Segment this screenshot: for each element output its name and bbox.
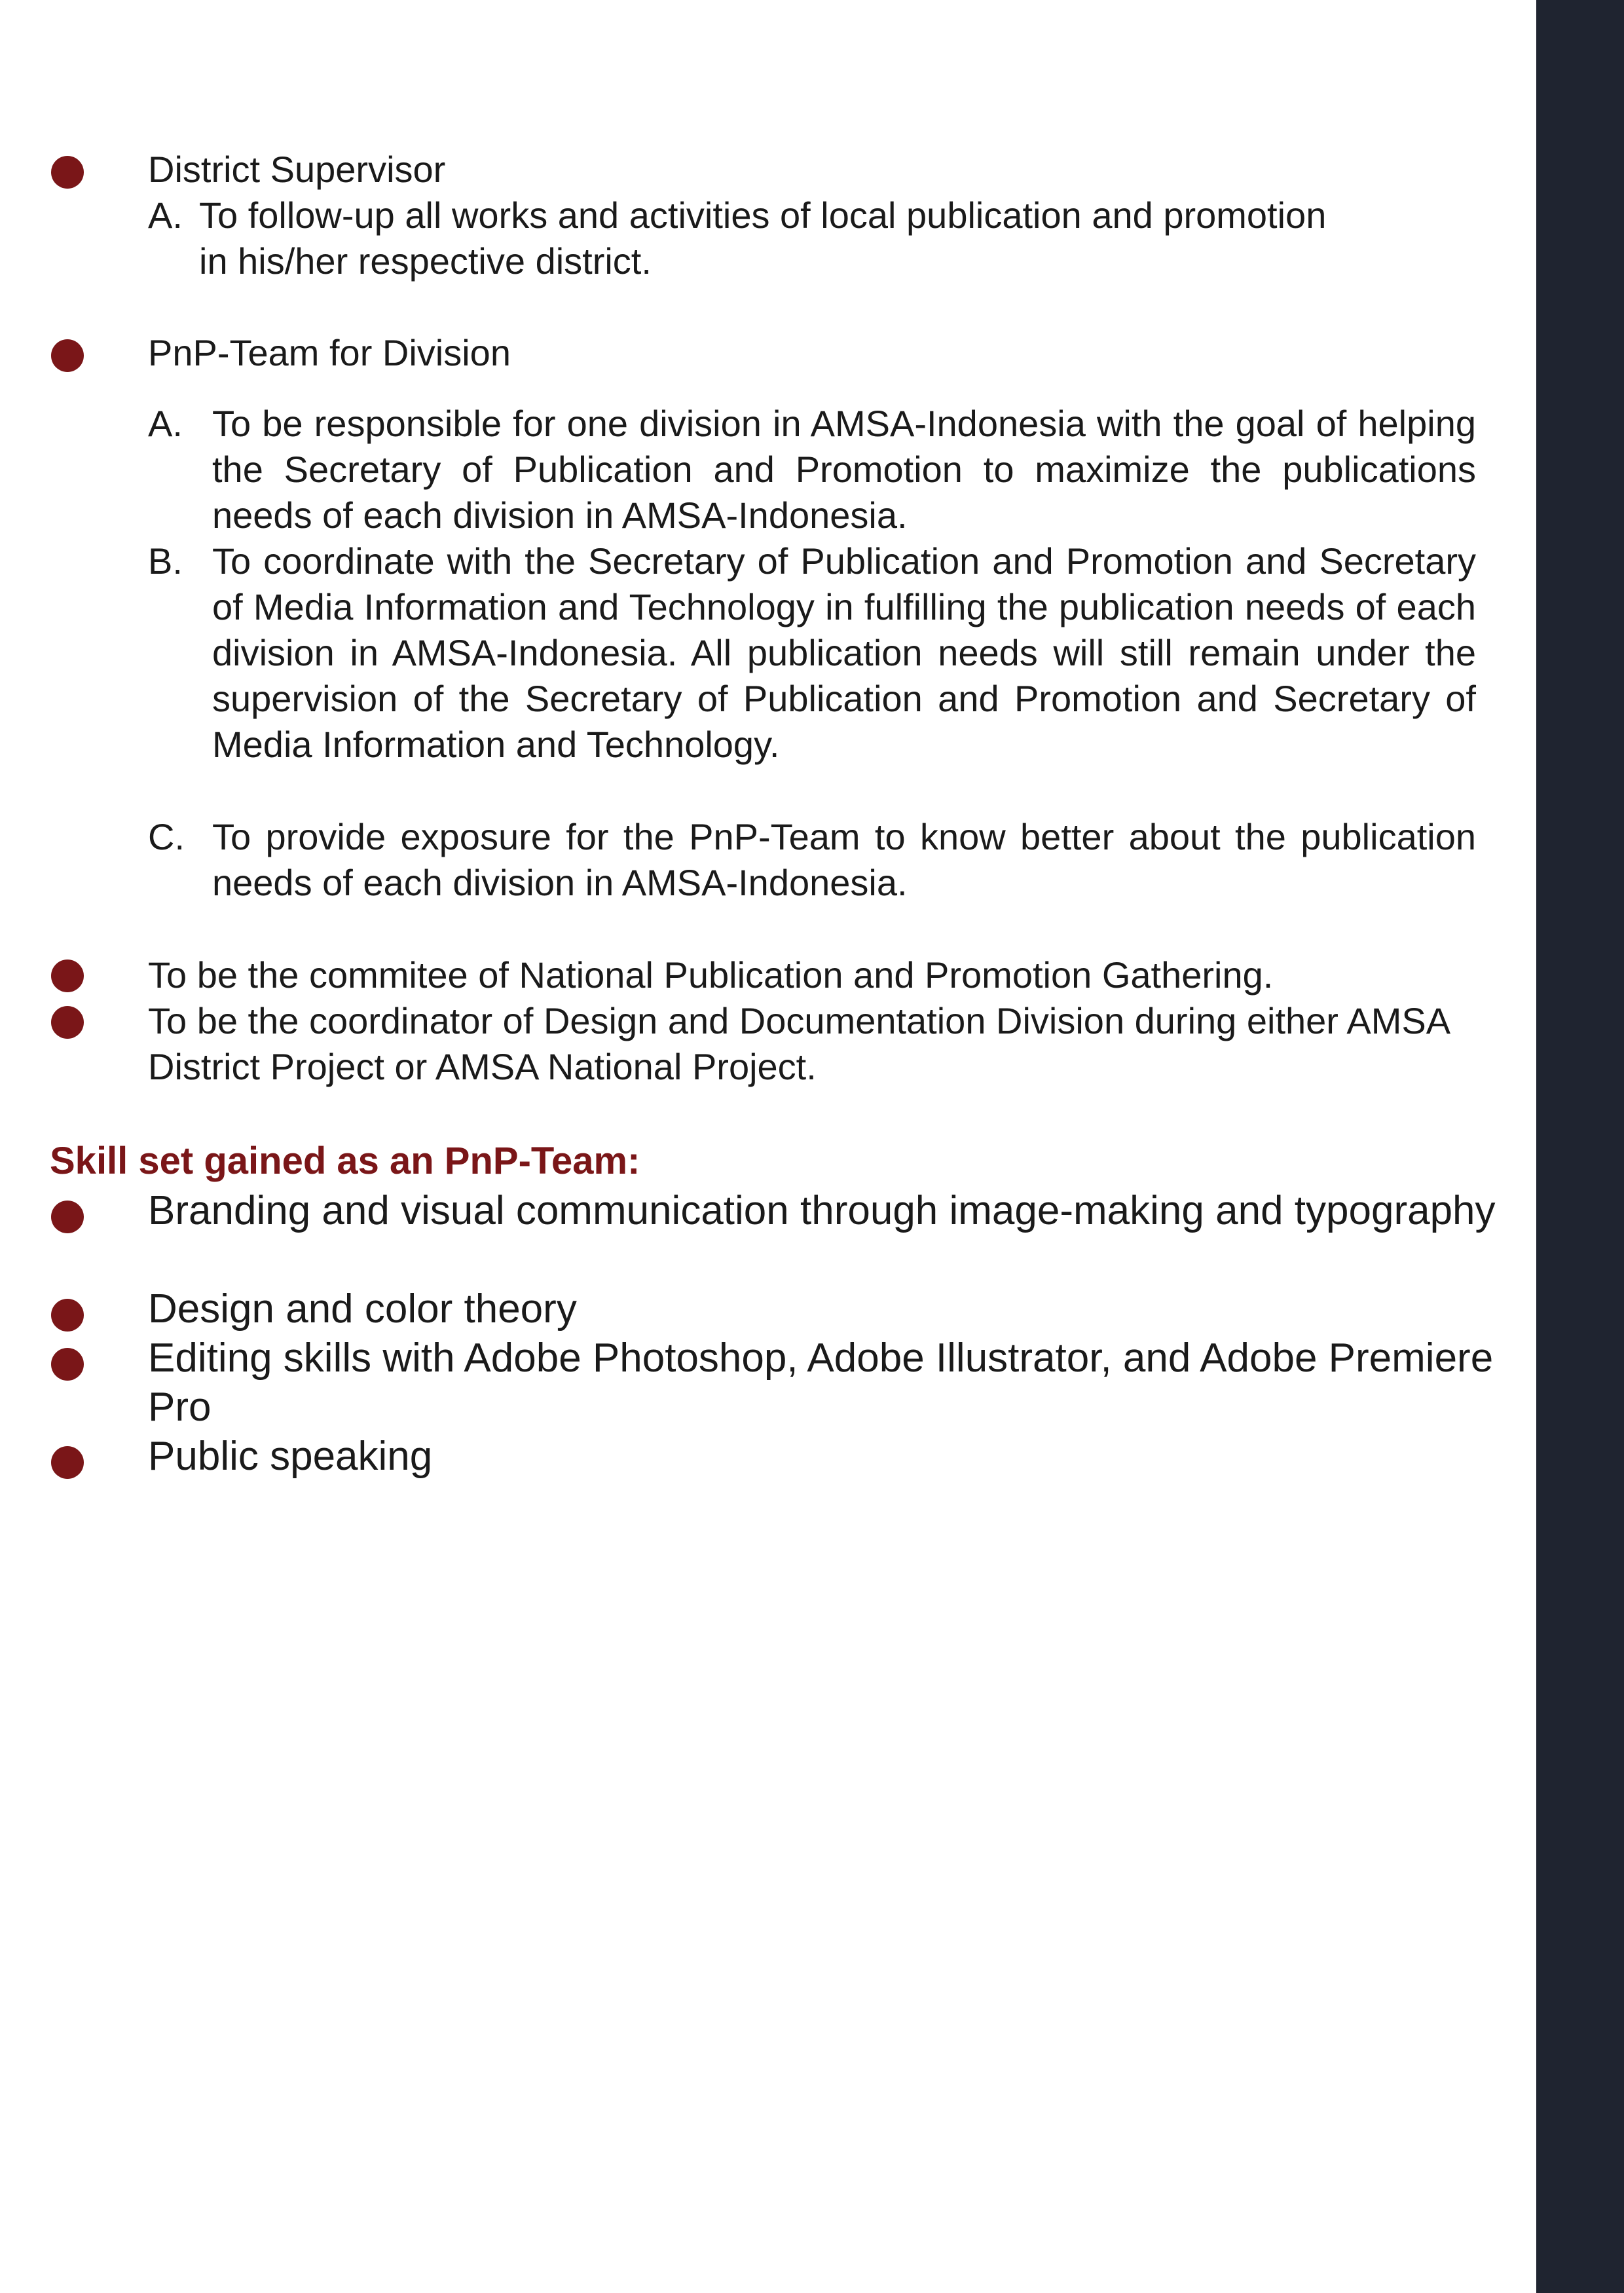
- pnp-team-title: PnP-Team for Division: [148, 332, 511, 373]
- pnp-team-item-text: To be responsible for one division in AMSA-Indonesia with the goal of helping the Secretary of Publication and Promotion to maximize the publications needs of each division in AMSA-Indonesia.: [212, 403, 1476, 536]
- bullet-icon: [51, 1299, 84, 1332]
- bullet-icon: [51, 1348, 84, 1381]
- skill-item: Editing skills with Adobe Photoshop, Adobe Illustrator, and Adobe Premiere Pro: [148, 1335, 1494, 1430]
- right-sidebar-band: [1536, 0, 1624, 2293]
- duty-item: To be the coordinator of Design and Documentation Division during either AMSA District Project or AMSA National Project.: [148, 1000, 1449, 1087]
- skill-item: Public speaking: [148, 1434, 433, 1479]
- pnp-team-item-letter: C.: [148, 816, 185, 857]
- bullet-icon: [51, 960, 84, 992]
- skill-item: Design and color theory: [148, 1286, 577, 1332]
- district-supervisor-item-letter: A.: [148, 195, 183, 236]
- bullet-icon: [51, 156, 84, 189]
- pnp-team-item-text: To coordinate with the Secretary of Publication and Promotion and Secretary of Media Information and Technology in fulfilling the publication needs of each division in AMSA-Indonesia. All publication needs will still remain under the supervision of the Secretary of Publication and Promotion and Secretary of Media Information and Technology.: [212, 540, 1476, 765]
- duty-item: To be the commitee of National Publication and Promotion Gathering.: [148, 954, 1274, 996]
- pnp-team-item-letter: A.: [148, 403, 183, 444]
- bullet-icon: [51, 339, 84, 372]
- pnp-team-item-letter: B.: [148, 540, 183, 582]
- bullet-icon: [51, 1446, 84, 1479]
- pnp-team-item-text: To provide exposure for the PnP-Team to know better about the publication needs of each division in AMSA-Indonesia.: [212, 816, 1476, 903]
- district-supervisor-item-text: To follow-up all works and activities of local publication and promotion in his/her respective district.: [199, 195, 1327, 282]
- skill-item: Branding and visual communication through image-making and typography: [148, 1188, 1496, 1233]
- bullet-icon: [51, 1201, 84, 1233]
- district-supervisor-title: District Supervisor: [148, 149, 446, 190]
- skills-heading: Skill set gained as an PnP-Team:: [50, 1140, 640, 1182]
- bullet-icon: [51, 1006, 84, 1039]
